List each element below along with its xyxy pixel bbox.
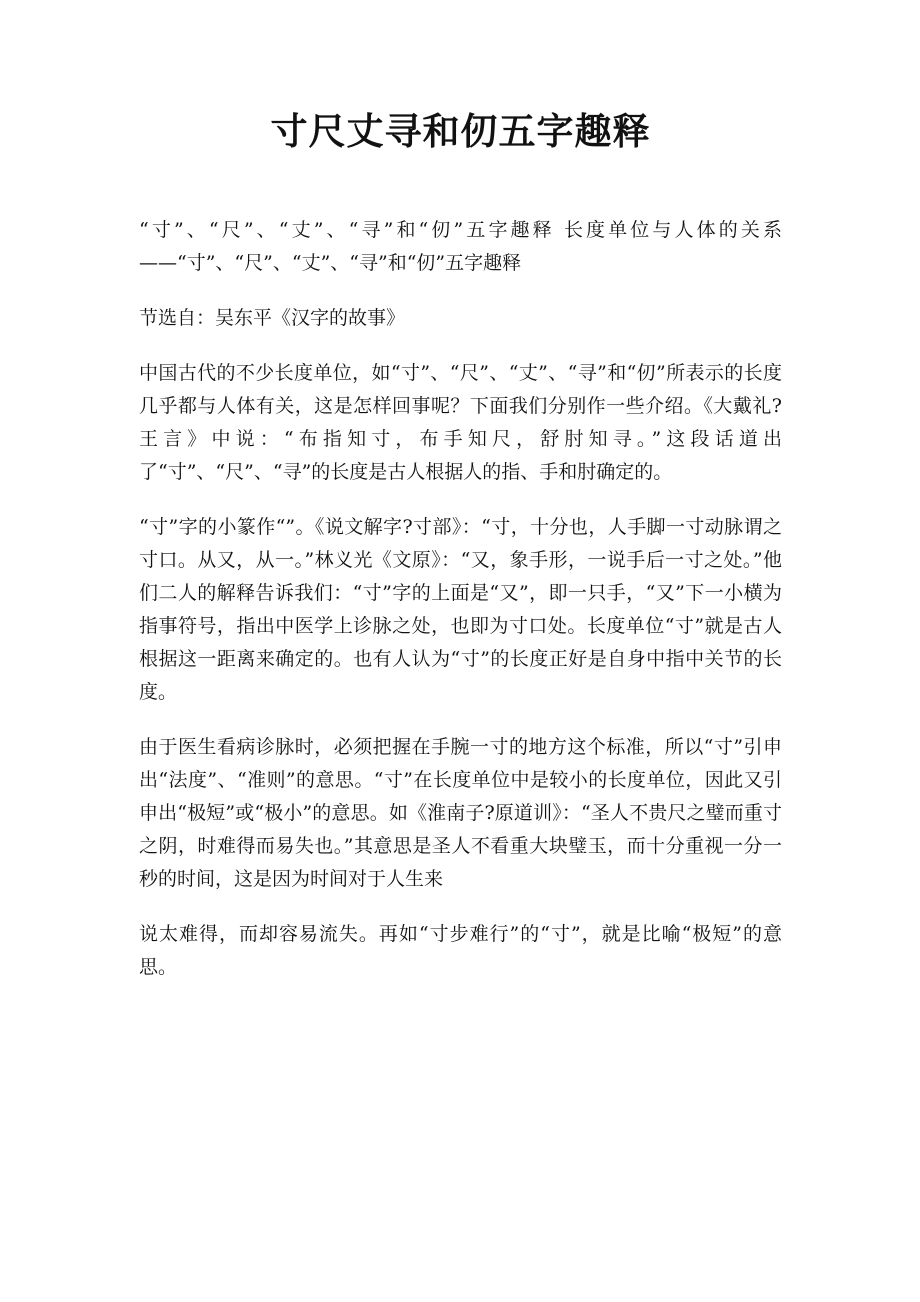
paragraph-overview: 中国古代的不少长度单位，如“寸”、“尺”、“丈”、“寻”和“仞”所表示的长度几乎都与人体有关，这是怎样回事呢？下面我们分别作一些介绍。《大戴礼?王言》中说：“布指知寸，布手知尺，舒肘知寻。”这段话道出了“寸”、“尺”、“寻”的长度是古人根据人的指、手和肘确定的。 [139,362,782,484]
paragraph-intro: “寸”、“尺”、“丈”、“寻”和“仞”五字趣释 长度单位与人体的关系——“寸”、“尺”、“丈”、“寻”和“仞”五字趣释 [139,219,782,275]
paragraph-cun-definition: “寸”字的小篆作“”。《说文解字?寸部》：“寸，十分也，人手脚一寸动脉谓之寸口。从又，从一。”林义光《文原》：“又，象手形，一说手后一寸之处。”他们二人的解释告诉我们：“寸”字的上面是“又”，即一只手，“又”下一小横为指事符号，指出中医学上诊脉之处，也即为寸口处。长度单位“寸”就是古人根据这一距离来确定的。也有人认为“寸”的长度正好是自身中指中关节的长度。 [139,516,782,704]
document-title: 寸尺丈寻和仞五字趣释 [270,110,651,153]
paragraph-cun-extended-meaning: 由于医生看病诊脉时，必须把握在手腕一寸的地方这个标准，所以“寸”引申出“法度”、“准则”的意思。“寸”在长度单位中是较小的长度单位，因此又引申出“极短”或“极小”的意思。如《淮南子?原道训》：“圣人不贵尺之璧而重寸之阴，时难得而易失也。”其意思是圣人不看重大块璧玉，而十分重视一分一秒的时间，这是因为时间对于人生来 [139,736,782,891]
paragraph-cun-idiom: 说太难得，而却容易流失。再如“寸步难行”的“寸”，就是比喻“极短”的意思。 [139,923,782,979]
paragraph-source: 节选自：吴东平《汉字的故事》 [139,307,406,330]
